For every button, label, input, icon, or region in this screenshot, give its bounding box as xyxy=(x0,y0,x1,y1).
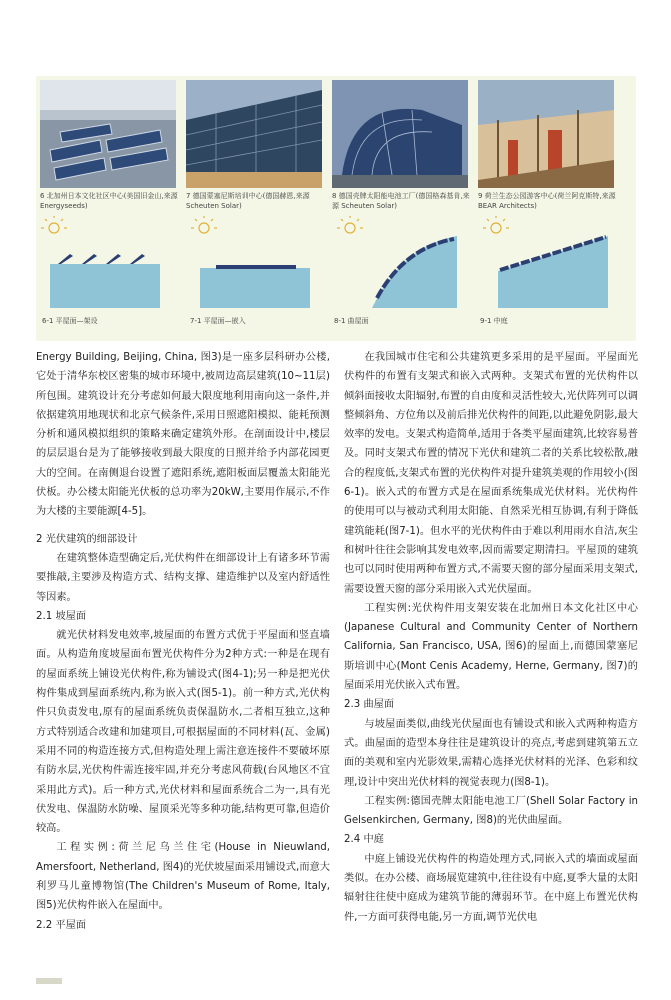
paragraph: Energy Building, Beijing, China, 图3)是一座多层科研办公楼,它处于清华东校区密集的城市环境中,被周边高层建筑(10~11层)所包围。建筑设计充分考虑如何最大限度地利用南向这一条件,并依据建筑用地现状和北京气候条件,采用日照遮阳模拟、能耗预测分析和通风模拟组织的策略来确定建筑外形。在剖面设计中,楼层的层层退台是为了能够接收到最大限度的日照并给予内部花园更大的空间。在南侧退台设置了遮阳系统,遮阳板面层覆盖太阳能光伏板。办公楼太阳能光伏板的总功率为20kW,主要用作展示,不作为大楼的主要能源[4-5]。 xyxy=(36,352,330,518)
figure-band xyxy=(36,76,636,341)
subsection-heading: 2.3 曲屋面 xyxy=(344,699,395,711)
paragraph: 就光伏材料发电效率,坡屋面的布置方式优于平屋面和竖直墙面。从构造角度坡屋面布置光伏构件分为2种方式:一种是在现有的屋面系统上铺设光伏构件,称为铺设式(图4-1);另一种是把光伏构件集成到屋面系统内,称为嵌入式(图5-1)。前一种方式,光伏构件只负责发电,原有的屋面系统负责保温防水,二者相互独立,这种方式特别适合改建和加建项目,可根据屋面的不同材料(瓦、金属)采用不同的构造连接方式,但构造处理上需注意连接件不要破坏原有防水层,光伏构件需连接牢固,并充分考虑风荷载(台风地区不宜采用此方式)。后一种方式,光伏材料和屋面系统合二为一,具有光伏发电、保温防水防噪、屋顶采光等多种功能,结构更可靠,但造价较高。 xyxy=(36,630,330,835)
sketch-caption-7-1: 7-1 平屋面—嵌入 xyxy=(190,317,246,325)
sun-icon xyxy=(337,216,363,233)
left-column xyxy=(36,348,330,935)
photo-mont-cenis-academy xyxy=(186,80,322,188)
sketch-caption-9-1: 9-1 中庭 xyxy=(480,317,508,325)
sketch-caption-6-1: 6-1 平屋面—架设 xyxy=(42,317,98,325)
photo-shell-solar-factory xyxy=(332,80,468,188)
figure-caption-7: 7 德国蒙塞尼斯培训中心(德国赫恩,来源 Scheuten Solar) xyxy=(186,192,310,210)
sun-icon xyxy=(191,216,217,233)
subsection-heading: 2.4 中庭 xyxy=(344,834,384,846)
paragraph: 工程实例:光伏构件用支架安装在北加州日本文化社区中心(Japanese Cultural and Community Center of Northern California, San Francisco, USA, 图6)的屋面上,而德国蒙塞尼斯培训中心(Mont Cenis Academy, Herne, Germany, 图7)的屋面采用光伏嵌入式布置。 xyxy=(344,602,638,692)
paragraph: 工程实例:德国壳牌太阳能电池工厂(Shell Solar Factory in Gelsenkirchen, Germany, 图8)的光伏曲屋面。 xyxy=(344,795,638,827)
sketch-curved-roof xyxy=(332,216,472,311)
paragraph: 工程实例:荷兰尼乌兰住宅(House in Nieuwland, Amersfoort, Netherland, 图4)的光伏坡屋面采用铺设式,而意大利罗马儿童博物馆(The Children's Museum of Rome, Italy, 图5)光伏构件嵌入在屋面中。 xyxy=(36,842,330,912)
subsection-heading: 2.1 坡屋面 xyxy=(36,610,87,622)
sun-icon xyxy=(41,216,67,233)
photo-ecopark-visitor-center xyxy=(478,80,614,188)
section-heading: 2 光伏建筑的细部设计 xyxy=(36,533,138,545)
footer-mark xyxy=(36,978,62,984)
photo-japanese-cultural-center xyxy=(40,80,176,188)
sketch-flat-roof-embedded xyxy=(186,216,326,311)
sun-icon xyxy=(483,216,509,233)
sketch-caption-8-1: 8-1 曲屋面 xyxy=(334,317,369,325)
subsection-heading: 2.2 平屋面 xyxy=(36,919,87,931)
sketch-flat-roof-racked xyxy=(40,216,180,311)
paragraph: 在建筑整体造型确定后,光伏构件在细部设计上有诸多环节需要推敲,主要涉及构造方式、结构支撑、建造维护以及室内舒适性等因素。 xyxy=(36,552,330,603)
paragraph: 在我国城市住宅和公共建筑更多采用的是平屋面。平屋面光伏构件的布置有支架式和嵌入式两种。支架式布置的光伏构件以倾斜面接收太阳辐射,布置的自由度和灵活性较大,光伏阵列可以调整倾斜角、方位角以及前后排光伏构件的间距,以此避免阴影,最大效率的发电。支架式构造简单,适用于各类平屋面建筑,比较容易普及。同时支架式布置的情况下光伏和建筑二者的关系比较松散,融合的程度低,支架式布置的光伏构件对提升建筑美观的作用较小(图6-1)。嵌入式的布置方式是在屋面系统集成光伏材料。光伏构件的使用可以与被动式利用太阳能、自然采光相互协调,有利于降低建筑能耗(图7-1)。但水平的光伏构件由于难以利用雨水自洁,灰尘和树叶往往会影响其发电效率,因而需要定期清扫。平屋顶的建筑也可以同时使用两种布置方式,不需要天窗的部分屋面采用支架式,需要设置天窗的部分采用嵌入式光伏屋面。 xyxy=(344,352,638,595)
figure-caption-9: 9 荷兰生态公园游客中心(荷兰阿克斯特,来源 BEAR Architects) xyxy=(478,192,616,210)
figure-caption-8: 8 德国壳牌太阳能电池工厂(德国格森基肯,来源 Scheuten Solar) xyxy=(332,192,470,210)
paragraph: 中庭上铺设光伏构件的构造处理方式,同嵌入式的墙面或屋面类似。在办公楼、商场展览建筑中,往往设有中庭,夏季大量的太阳辐射往往使中庭成为建筑节能的薄弱环节。在中庭上布置光伏构件,一方面可获得电能,另一方面,调节光伏电 xyxy=(344,853,638,923)
paragraph: 与坡屋面类似,曲线光伏屋面也有铺设式和嵌入式两种构造方式。曲屋面的造型本身往往是建筑设计的亮点,考虑到建筑第五立面的美观和室内光影效果,需精心选择光伏材料的光泽、色彩和纹理,设计中突出光伏材料的视觉表现力(图8-1)。 xyxy=(344,718,638,788)
figure-caption-6: 6 北加州日本文化社区中心(美国旧金山,来源 Energyseeds) xyxy=(40,192,178,210)
sketch-atrium xyxy=(478,216,618,311)
right-column xyxy=(344,348,638,927)
